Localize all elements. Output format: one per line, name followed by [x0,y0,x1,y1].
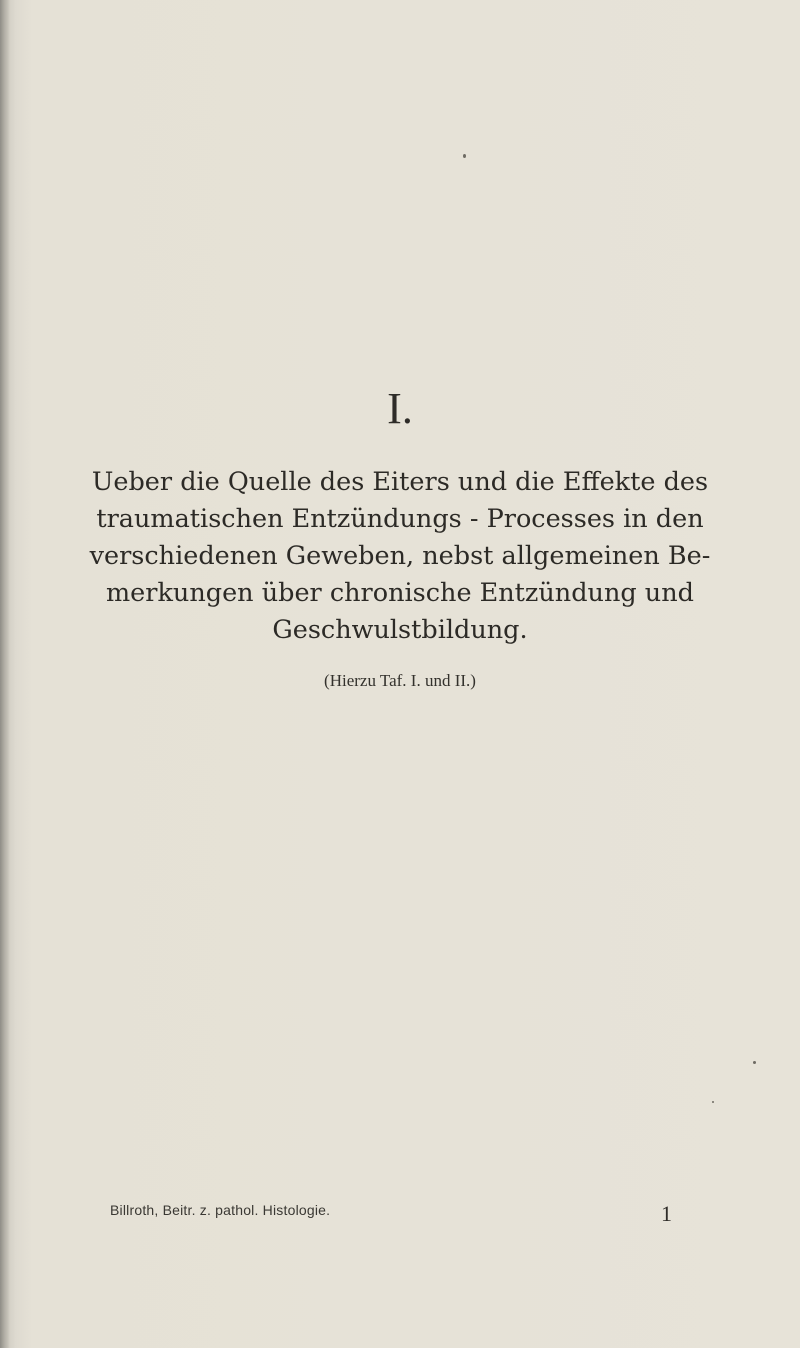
paper-speck [463,154,466,158]
title-line: merkungen über chronische Entzündung und [106,578,694,608]
title-line: Ueber die Quelle des Eiters und die Effekte des [91,467,709,497]
footer-sheet-number: 1 [661,1201,672,1226]
chapter-title [28,464,772,649]
footer-signature: Billroth, Beitr. z. pathol. Histologie. [110,1202,331,1218]
title-line: Geschwulstbildung. [272,615,528,645]
paper-speck [753,1061,756,1064]
chapter-numeral: I. [387,384,413,433]
plate-reference-note: (Hierzu Taf. I. und II.) [324,671,476,690]
paper-speck [712,1101,714,1103]
title-line: traumatischen Entzündungs - Processes in den [96,504,704,534]
title-line: verschiedenen Geweben, nebst allgemeinen Be- [89,541,711,571]
